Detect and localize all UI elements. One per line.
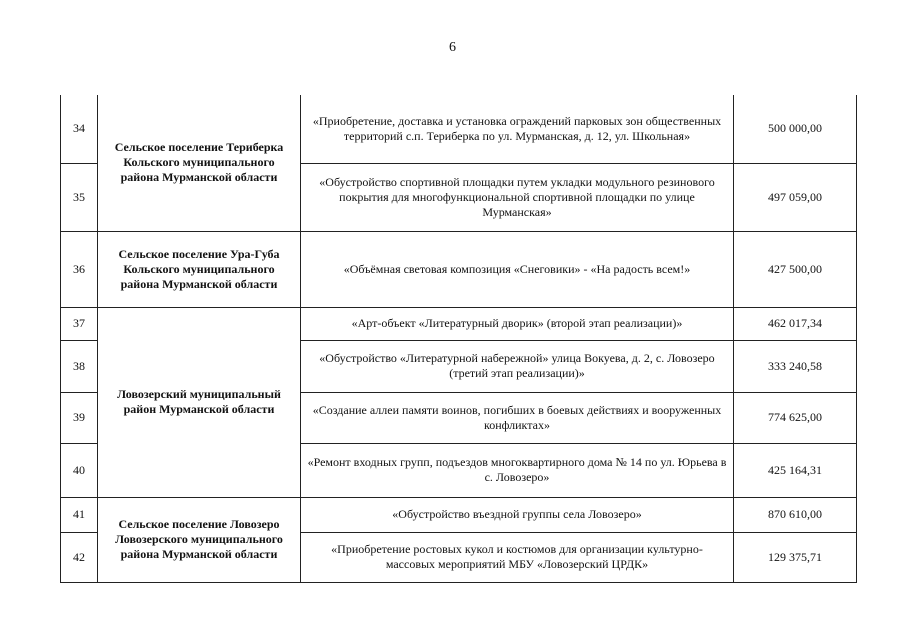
project-description: «Приобретение, доставка и установка ограждений парковых зон общественных территорий с.п. Териберка по ул. Мурманская, д. 12, ул. Школьная» — [301, 95, 734, 163]
municipality-cell — [98, 307, 301, 497]
municipality-name: Сельское поселение Ловозеро Ловозерского муниципального района Мурманской области — [115, 517, 283, 561]
row-number: 35 — [61, 163, 98, 231]
row-number: 37 — [61, 307, 98, 340]
municipality-cell — [98, 231, 301, 307]
municipality-name: Сельское поселение Териберка Кольского муниципального района Мурманской области — [114, 140, 284, 185]
municipality-cell — [98, 497, 301, 582]
row-number: 34 — [61, 95, 98, 163]
municipality-name: Сельское поселение Ура-Губа Кольского муниципального района Мурманской области — [118, 246, 280, 291]
project-description: «Создание аллеи памяти воинов, погибших в боевых действиях и вооруженных конфликтах» — [301, 392, 734, 443]
table-row — [61, 231, 857, 307]
project-description: «Обустройство спортивной площадки путем укладки модульного резинового покрытия для многофункциональной спортивной площадки по улице Мурманская» — [301, 163, 734, 231]
project-amount: 129 375,71 — [734, 532, 857, 582]
row-number: 41 — [61, 497, 98, 532]
project-description: «Обустройство «Литературной набережной» улица Вокуева, д. 2, с. Ловозеро (третий этап реализации)» — [301, 340, 734, 392]
row-number: 38 — [61, 340, 98, 392]
project-description: «Объёмная световая композиция «Снеговики» - «На радость всем!» — [301, 231, 734, 307]
projects-table — [60, 95, 857, 583]
project-description: «Обустройство въездной группы села Ловозеро» — [301, 497, 734, 532]
municipality-name: Ловозерский муниципальный район Мурманской области — [117, 387, 281, 416]
project-description: «Ремонт входных групп, подъездов многоквартирного дома № 14 по ул. Юрьева в с. Ловозеро» — [301, 443, 734, 497]
project-amount: 462 017,34 — [734, 307, 857, 340]
project-amount: 427 500,00 — [734, 231, 857, 307]
project-amount: 774 625,00 — [734, 392, 857, 443]
project-description: «Приобретение ростовых кукол и костюмов для организации культурно-массовых мероприятий МБУ «Ловозерский ЦРДК» — [301, 532, 734, 582]
project-amount: 870 610,00 — [734, 497, 857, 532]
row-number: 39 — [61, 392, 98, 443]
table-row — [61, 307, 857, 340]
project-amount: 425 164,31 — [734, 443, 857, 497]
project-amount: 500 000,00 — [734, 95, 857, 163]
row-number: 42 — [61, 532, 98, 582]
table-row — [61, 95, 857, 163]
page-number: 6 — [449, 40, 456, 55]
project-amount: 497 059,00 — [734, 163, 857, 231]
project-description: «Арт-объект «Литературный дворик» (второй этап реализации)» — [301, 307, 734, 340]
row-number: 40 — [61, 443, 98, 497]
project-amount: 333 240,58 — [734, 340, 857, 392]
municipality-cell — [98, 95, 301, 231]
table-row — [61, 497, 857, 532]
row-number: 36 — [61, 231, 98, 307]
